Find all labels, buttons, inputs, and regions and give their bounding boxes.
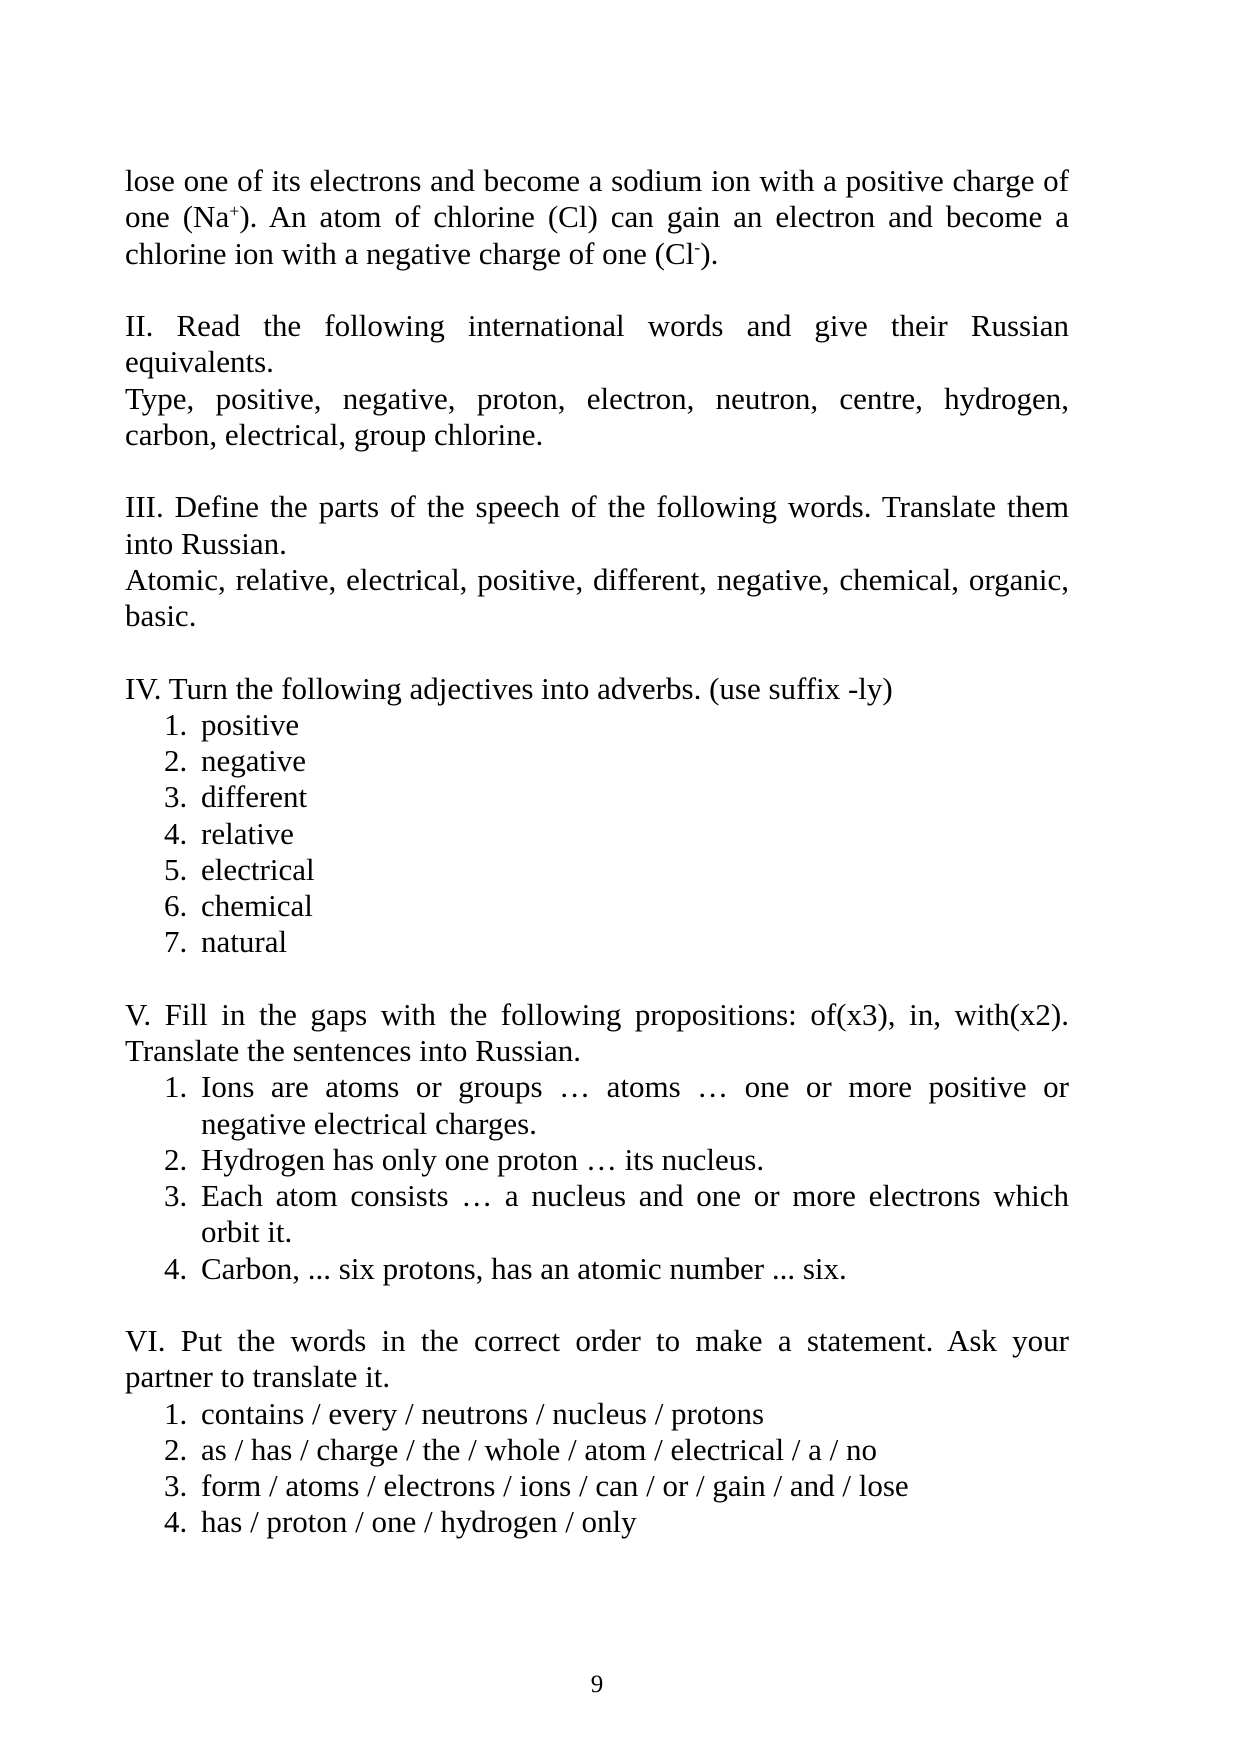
list-item-number: 2. bbox=[164, 1141, 188, 1177]
exercise-2-instruction: equivalents. bbox=[125, 344, 274, 380]
list-item-text: Hydrogen has only one proton … its nucleus. bbox=[201, 1141, 765, 1177]
list-item bbox=[125, 1069, 1069, 1142]
list-item-number: 7. bbox=[164, 924, 188, 960]
list-item-text: orbit it. bbox=[201, 1214, 293, 1250]
exercise-2-word-list: carbon, electrical, group chlorine. bbox=[125, 416, 544, 452]
list-item bbox=[125, 816, 1069, 852]
list-item-number: 5. bbox=[164, 851, 188, 887]
exercise-6-instruction: VI. Put the words in the correct order to make a statement. Ask your bbox=[125, 1323, 1069, 1358]
list-item bbox=[125, 852, 1069, 888]
intro-line-2 bbox=[125, 199, 1069, 235]
exercise-2-instruction: II. Read the following international words and give their Russian bbox=[125, 308, 1069, 343]
sodium-ion-charge: + bbox=[229, 201, 240, 222]
list-item bbox=[125, 1432, 1069, 1468]
intro-text: ). bbox=[700, 235, 719, 271]
exercise-5-instruction: V. Fill in the gaps with the following propositions: of(x3), in, with(x2). bbox=[125, 996, 1069, 1032]
list-item-text: as / has / charge / the / whole / atom / electrical / a / no bbox=[201, 1431, 878, 1467]
list-item-text: has / proton / one / hydrogen / only bbox=[201, 1504, 637, 1540]
list-item bbox=[125, 743, 1069, 779]
intro-paragraph bbox=[125, 163, 1069, 272]
exercise-2 bbox=[125, 308, 1069, 453]
intro-line-3 bbox=[125, 236, 1069, 272]
list-item-text: Each atom consists … a nucleus and one or more electrons which bbox=[201, 1178, 1069, 1213]
chlorine-ion-charge: - bbox=[694, 237, 701, 258]
exercise-5-instruction: Translate the sentences into Russian. bbox=[125, 1033, 582, 1068]
list-item-text: relative bbox=[201, 815, 294, 851]
list-item-number: 2. bbox=[164, 743, 188, 778]
exercise-6-instruction: partner to translate it. bbox=[125, 1359, 391, 1395]
exercise-4-instruction: IV. Turn the following adjectives into adverbs. (use suffix -ly) bbox=[125, 670, 893, 706]
list-item bbox=[125, 1142, 1069, 1178]
exercise-3 bbox=[125, 489, 1069, 634]
exercise-3-instruction: III. Define the parts of the speech of the following words. Translate them bbox=[125, 489, 1069, 525]
exercise-5 bbox=[125, 997, 1069, 1287]
list-item bbox=[125, 1468, 1069, 1504]
list-item bbox=[125, 707, 1069, 743]
list-item-number: 1. bbox=[164, 1395, 188, 1431]
list-item bbox=[125, 1251, 1069, 1287]
list-item bbox=[125, 1178, 1069, 1251]
list-item-number: 1. bbox=[164, 1069, 188, 1105]
page-content bbox=[125, 163, 1069, 1541]
intro-text: ). An atom of chlorine (Cl) can gain an electron and become a bbox=[239, 199, 1070, 235]
list-item-text: negative electrical charges. bbox=[201, 1105, 537, 1141]
intro-text: one (Na bbox=[125, 199, 230, 235]
list-item-text: contains / every / neutrons / nucleus / protons bbox=[201, 1395, 765, 1431]
list-item-number: 6. bbox=[164, 888, 188, 923]
list-item-number: 3. bbox=[164, 1178, 188, 1213]
exercise-3-instruction: into Russian. bbox=[125, 525, 287, 561]
list-item-number: 3. bbox=[164, 1468, 188, 1503]
exercise-6 bbox=[125, 1323, 1069, 1541]
page-number: 9 bbox=[590, 1671, 604, 1698]
exercise-3-word-list: Atomic, relative, electrical, positive, different, negative, chemical, organic, bbox=[125, 561, 1069, 597]
list-item-text: positive bbox=[201, 706, 300, 742]
list-item-text: negative bbox=[201, 743, 307, 778]
list-item-text: form / atoms / electrons / ions / can / or / gain / and / lose bbox=[201, 1468, 909, 1503]
list-item-text: different bbox=[201, 779, 308, 815]
exercise-3-word-list: basic. bbox=[125, 598, 197, 633]
list-item bbox=[125, 1396, 1069, 1432]
list-item-number: 2. bbox=[164, 1431, 188, 1467]
exercise-4 bbox=[125, 671, 1069, 961]
list-item-number: 4. bbox=[164, 1504, 188, 1540]
list-item-text: natural bbox=[201, 924, 288, 960]
exercise-2-word-list: Type, positive, negative, proton, electron, neutron, centre, hydrogen, bbox=[125, 380, 1069, 416]
list-item-number: 3. bbox=[164, 779, 188, 815]
list-item bbox=[125, 888, 1069, 924]
list-item-number: 4. bbox=[164, 1250, 188, 1286]
intro-line-1: lose one of its electrons and become a sodium ion with a positive charge of bbox=[125, 163, 1069, 198]
list-item bbox=[125, 779, 1069, 815]
list-item-text: electrical bbox=[201, 851, 315, 887]
list-item-text: Carbon, ... six protons, has an atomic number ... six. bbox=[201, 1250, 847, 1286]
list-item-text: chemical bbox=[201, 888, 313, 923]
list-item-number: 4. bbox=[164, 815, 188, 851]
list-item bbox=[125, 924, 1069, 960]
list-item-number: 1. bbox=[164, 706, 188, 742]
list-item bbox=[125, 1504, 1069, 1540]
list-item-text: Ions are atoms or groups … atoms … one or more positive or bbox=[201, 1069, 1069, 1105]
intro-text: chlorine ion with a negative charge of one (Cl bbox=[125, 235, 695, 271]
